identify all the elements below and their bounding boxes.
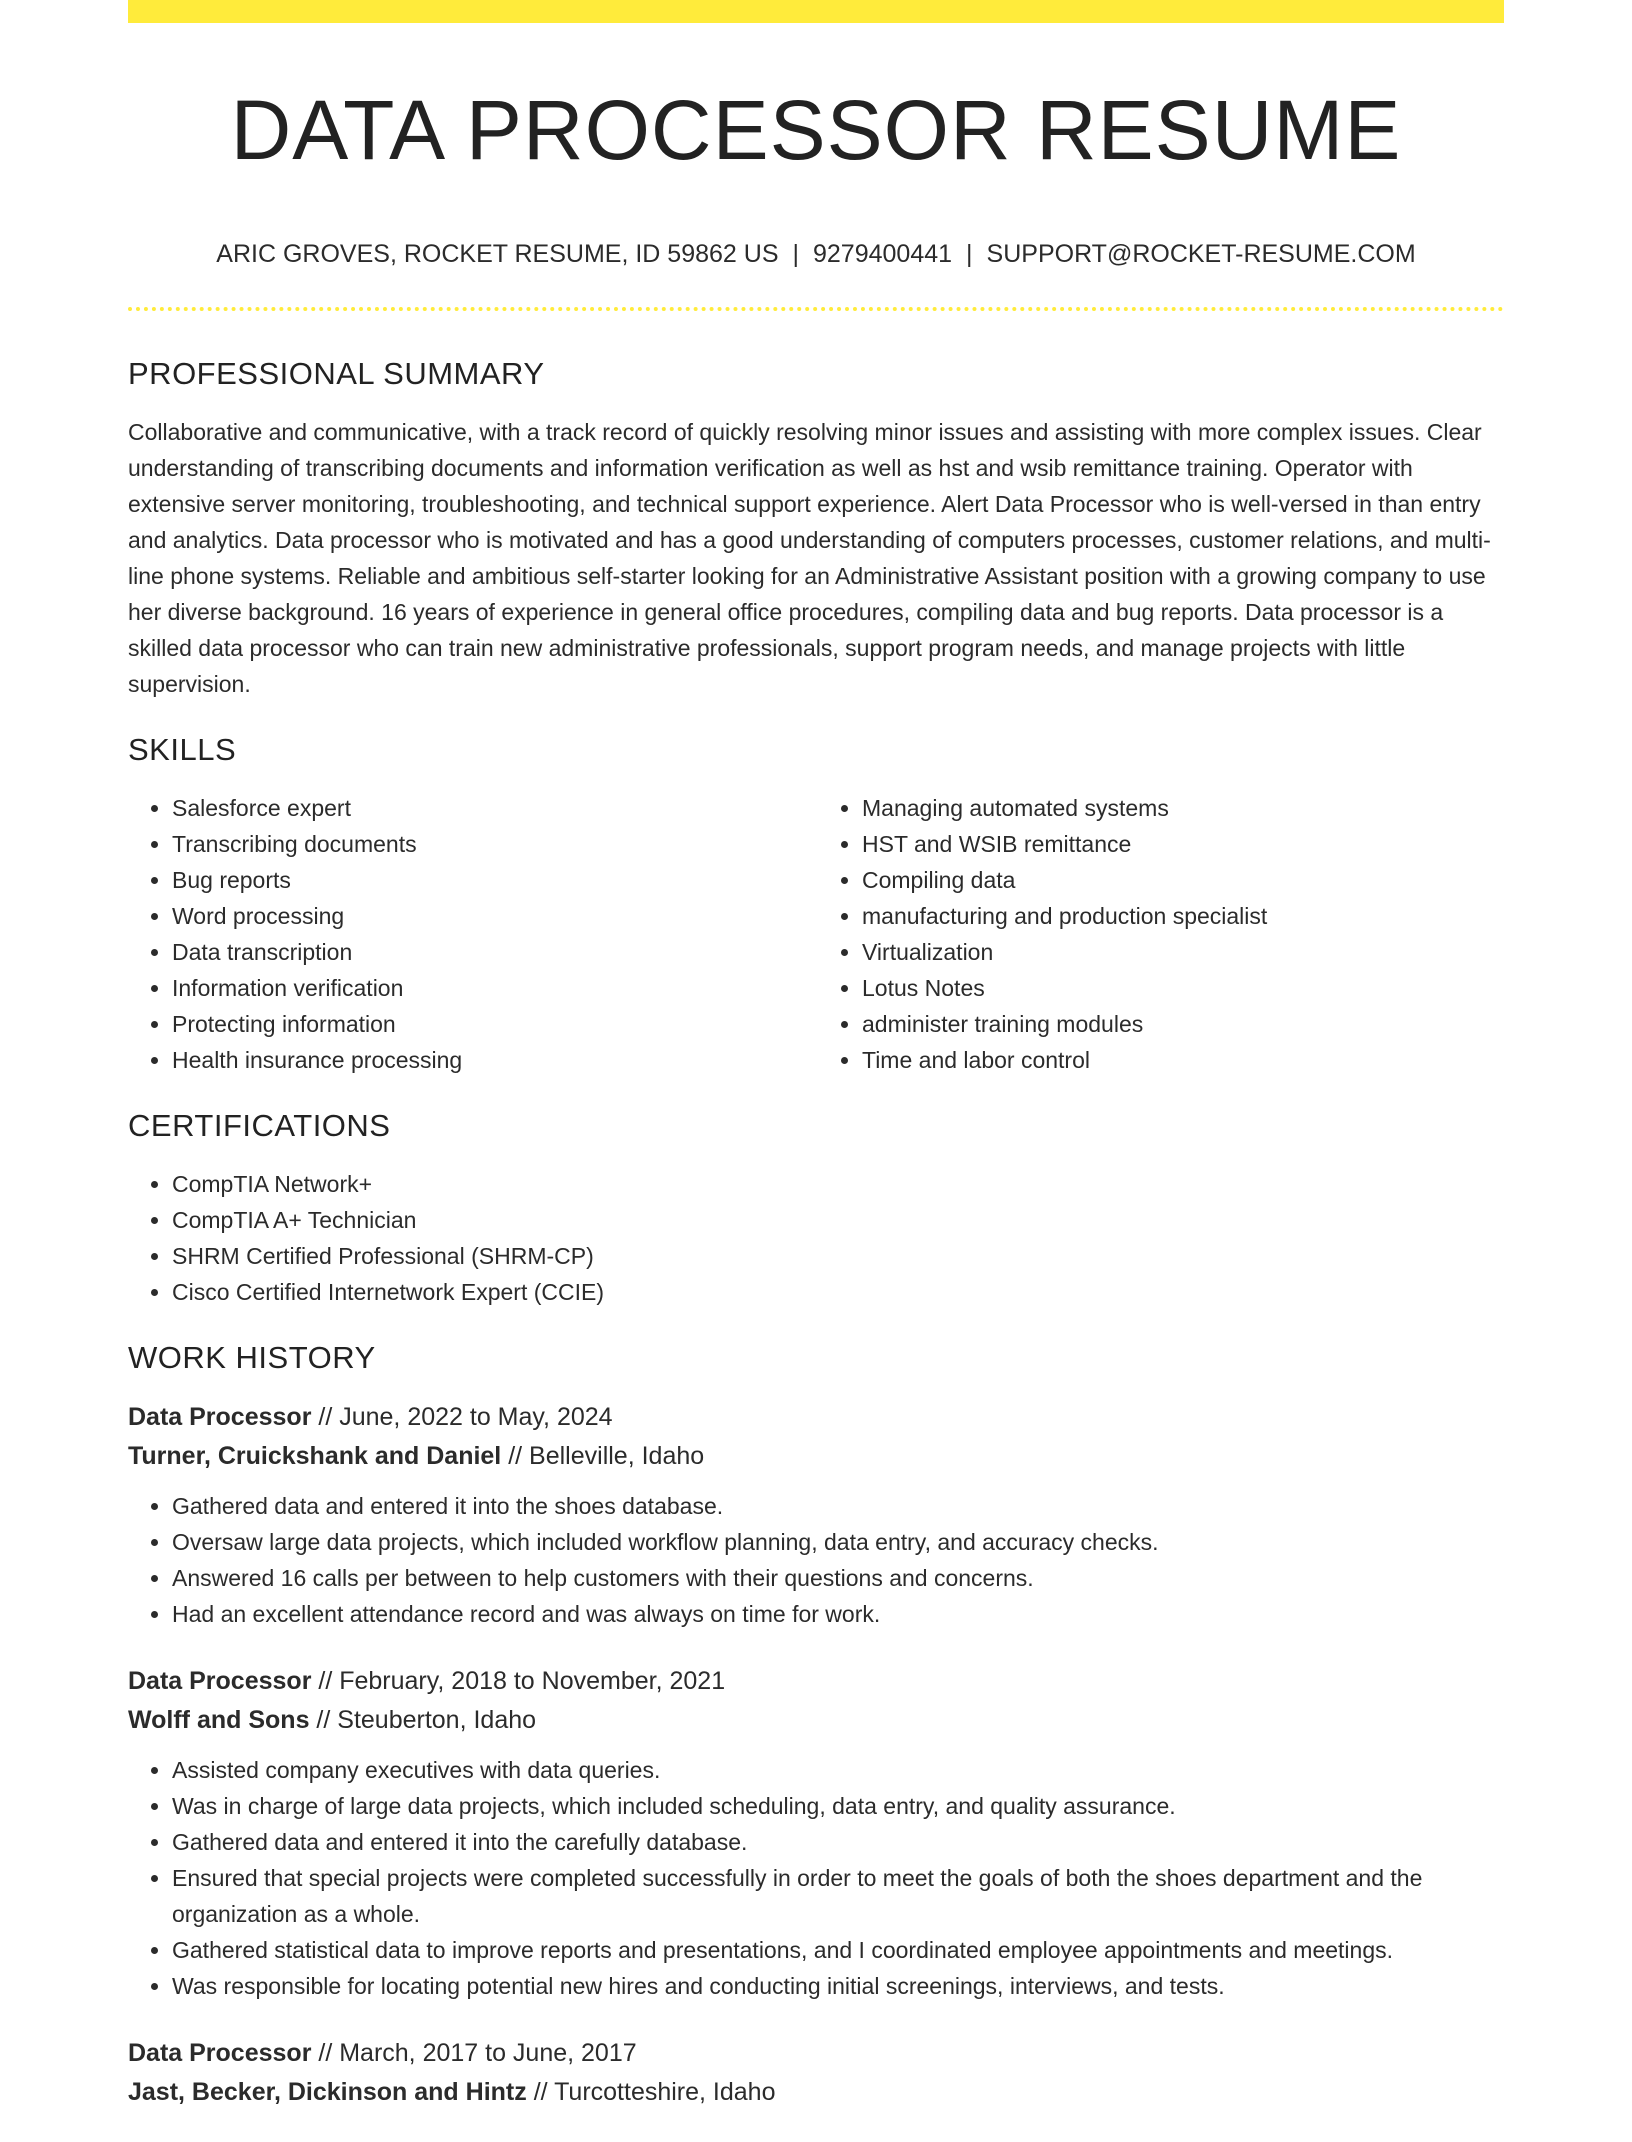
job-entry bbox=[128, 1398, 1504, 1632]
job-dates: // March, 2017 to June, 2017 bbox=[311, 2039, 637, 2067]
job-duty: • Ensured that special projects were completed successfully in order to meet the goals of both the shoes department and the organization as a whole. bbox=[172, 1860, 1504, 1932]
job-title-line bbox=[128, 2034, 1504, 2073]
skills-list-left bbox=[128, 790, 806, 1078]
skill-item: • Health insurance processing bbox=[172, 1042, 806, 1078]
contact-address: ARIC GROVES, ROCKET RESUME, ID 59862 US bbox=[216, 240, 779, 268]
skill-item: • Protecting information bbox=[172, 1006, 806, 1042]
job-company: Turner, Cruickshank and Daniel bbox=[128, 1442, 502, 1470]
contact-line bbox=[128, 236, 1504, 272]
job-dates: // June, 2022 to May, 2024 bbox=[311, 1403, 613, 1431]
certifications-heading: CERTIFICATIONS bbox=[128, 1108, 391, 1143]
job-dates: // February, 2018 to November, 2021 bbox=[311, 1667, 726, 1695]
job-location: // Turcotteshire, Idaho bbox=[526, 2078, 776, 2106]
contact-email: SUPPORT@ROCKET-RESUME.COM bbox=[986, 240, 1416, 268]
page-title: DATA PROCESSOR RESUME bbox=[230, 83, 1402, 177]
job-duty: • Assisted company executives with data queries. bbox=[172, 1752, 1504, 1788]
job-duties-list bbox=[128, 1488, 1504, 1632]
skill-item: • Managing automated systems bbox=[862, 790, 1496, 826]
job-title: Data Processor bbox=[128, 1403, 312, 1431]
job-title-line bbox=[128, 1398, 1504, 1437]
summary-heading: PROFESSIONAL SUMMARY bbox=[128, 356, 545, 391]
skill-item: • Lotus Notes bbox=[862, 970, 1496, 1006]
skill-item: • HST and WSIB remittance bbox=[862, 826, 1496, 862]
resume-body bbox=[128, 352, 1504, 2142]
contact-separator: | bbox=[792, 240, 799, 268]
accent-top-bar bbox=[128, 0, 1504, 23]
certification-item: • Cisco Certified Internetwork Expert (CCIE) bbox=[172, 1274, 1504, 1310]
skills-section bbox=[128, 728, 1504, 1078]
skill-item: • Time and labor control bbox=[862, 1042, 1496, 1078]
skills-grid bbox=[128, 790, 1504, 1078]
job-location: // Belleville, Idaho bbox=[501, 1442, 705, 1470]
skill-item: • Virtualization bbox=[862, 934, 1496, 970]
summary-text: Collaborative and communicative, with a track record of quickly resolving minor issues and assisting with more complex issues. Clear understanding of transcribing documents and information verification as well as hst and wsib remittance training. Operator with extensive server monitoring, troubleshooting, and technical support experience. Alert Data Processor who is well-versed in than entry and analytics. Data processor who is motivated and has a good understanding of computers processes, customer relations, and multi-line phone systems. Reliable and ambitious self-starter looking for an Administrative Assistant position with a growing company to use her diverse background. 16 years of experience in general office procedures, compiling data and bug reports. Data processor is a skilled data processor who can train new administrative professionals, support program needs, and manage projects with little supervision. bbox=[128, 419, 1491, 697]
job-company-line bbox=[128, 1701, 1504, 1740]
contact-phone: 9279400441 bbox=[813, 240, 953, 268]
skill-item: • Compiling data bbox=[862, 862, 1496, 898]
job-duty: • Answered 16 calls per between to help customers with their questions and concerns. bbox=[172, 1560, 1504, 1596]
skill-item: • Bug reports bbox=[172, 862, 806, 898]
job-duty: • Gathered data and entered it into the carefully database. bbox=[172, 1824, 1504, 1860]
certification-item: • CompTIA Network+ bbox=[172, 1166, 1504, 1202]
job-company-line bbox=[128, 2073, 1504, 2112]
job-company-line bbox=[128, 1437, 1504, 1476]
job-duty: • Was responsible for locating potential new hires and conducting initial screenings, interviews, and tests. bbox=[172, 1968, 1504, 2004]
skill-item: • administer training modules bbox=[862, 1006, 1496, 1042]
resume-page bbox=[128, 0, 1504, 2112]
job-title: Data Processor bbox=[128, 2039, 312, 2067]
job-duties-list bbox=[128, 1752, 1504, 2004]
job-duty: • Gathered statistical data to improve reports and presentations, and I coordinated employee appointments and meetings. bbox=[172, 1932, 1504, 1968]
job-location: // Steuberton, Idaho bbox=[309, 1706, 537, 1734]
skill-item: • manufacturing and production specialist bbox=[862, 898, 1496, 934]
skill-item: • Transcribing documents bbox=[172, 826, 806, 862]
job-entry bbox=[128, 1662, 1504, 2004]
job-entry bbox=[128, 2034, 1504, 2112]
contact-separator: | bbox=[966, 240, 973, 268]
header-divider bbox=[128, 307, 1504, 311]
job-duty: • Oversaw large data projects, which included workflow planning, data entry, and accuracy checks. bbox=[172, 1524, 1504, 1560]
skill-item: • Word processing bbox=[172, 898, 806, 934]
certifications-list bbox=[128, 1166, 1504, 1310]
certification-item: • SHRM Certified Professional (SHRM-CP) bbox=[172, 1238, 1504, 1274]
certifications-section bbox=[128, 1104, 1504, 1310]
work-history-heading: WORK HISTORY bbox=[128, 1340, 376, 1375]
certification-item: • CompTIA A+ Technician bbox=[172, 1202, 1504, 1238]
job-duty: • Was in charge of large data projects, which included scheduling, data entry, and quality assurance. bbox=[172, 1788, 1504, 1824]
job-company: Wolff and Sons bbox=[128, 1706, 310, 1734]
job-title: Data Processor bbox=[128, 1667, 312, 1695]
skill-item: • Data transcription bbox=[172, 934, 806, 970]
skill-item: • Salesforce expert bbox=[172, 790, 806, 826]
work-history-section bbox=[128, 1336, 1504, 2112]
skills-list-right bbox=[806, 790, 1496, 1078]
skill-item: • Information verification bbox=[172, 970, 806, 1006]
skills-heading: SKILLS bbox=[128, 732, 237, 767]
job-duty: • Had an excellent attendance record and was always on time for work. bbox=[172, 1596, 1504, 1632]
job-title-line bbox=[128, 1662, 1504, 1701]
summary-section bbox=[128, 352, 1504, 702]
job-duty: • Gathered data and entered it into the shoes database. bbox=[172, 1488, 1504, 1524]
job-company: Jast, Becker, Dickinson and Hintz bbox=[128, 2078, 527, 2106]
